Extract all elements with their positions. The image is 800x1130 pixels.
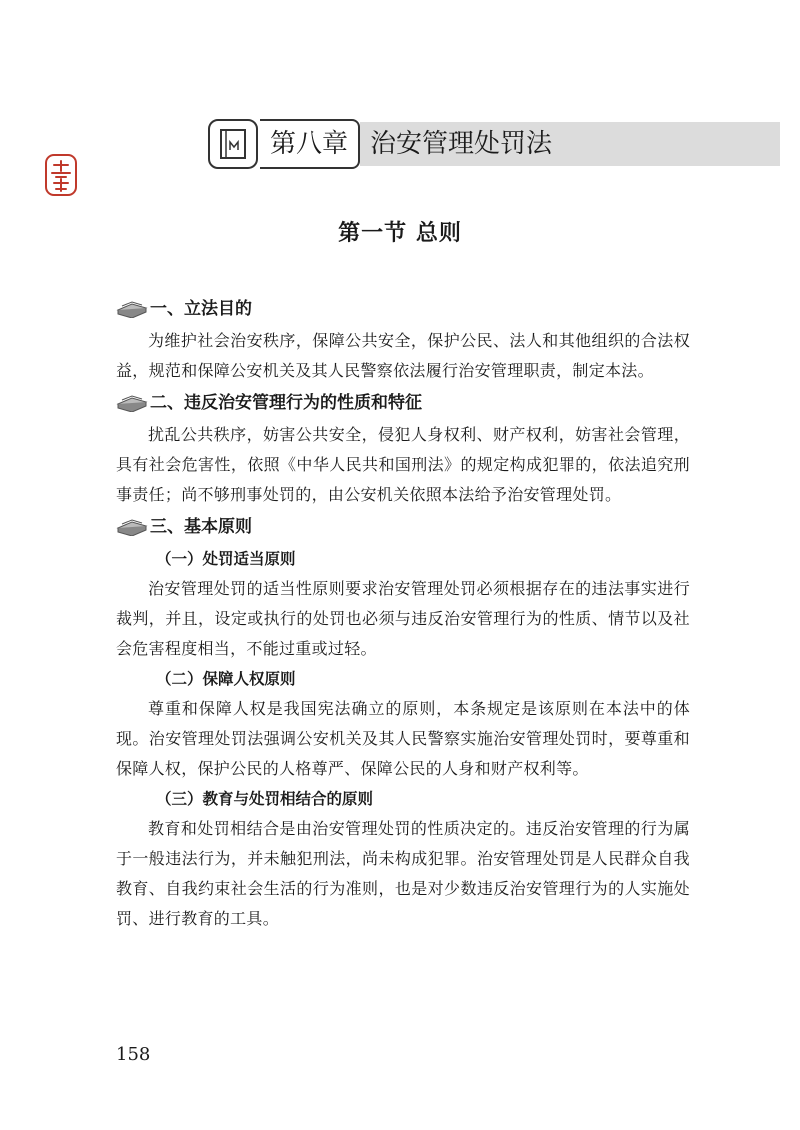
heading-1-text: 一、立法目的 bbox=[150, 299, 252, 319]
subheading-1: （一）处罚适当原则 bbox=[156, 550, 296, 568]
books-icon bbox=[116, 518, 148, 536]
subheading-2: （二）保障人权原则 bbox=[156, 670, 296, 688]
page-number: 158 bbox=[116, 1044, 151, 1065]
books-icon bbox=[116, 300, 148, 318]
subheading-3: （三）教育与处罚相结合的原则 bbox=[156, 790, 374, 808]
chapter-title: 治安管理处罚法 bbox=[360, 122, 780, 166]
paragraph-3: 治安管理处罚的适当性原则要求治安管理处罚必须根据存在的违法事实进行裁判，并且，设定或执行的处罚也必须与违反治安管理行为的性质、情节以及社会危害程度相当，不能过重或过轻。 bbox=[116, 579, 690, 658]
paragraph-4: 尊重和保障人权是我国宪法确立的原则，本条规定是该原则在本法中的体现。治安管理处罚法强调公安机关及其人民警察实施治安管理处罚时，要尊重和保障人权，保护公民的人格尊严、保障公民的人身和财产权利等。 bbox=[116, 699, 690, 778]
section-title: 第一节 总则 bbox=[338, 221, 462, 246]
heading-1 bbox=[116, 292, 690, 326]
books-icon bbox=[116, 394, 148, 412]
chapter-banner bbox=[208, 119, 580, 171]
heading-3-text: 三、基本原则 bbox=[150, 517, 252, 537]
heading-2 bbox=[116, 386, 690, 420]
paragraph-2: 扰乱公共秩序，妨害公共安全，侵犯人身权利、财产权利，妨害社会管理，具有社会危害性，依照《中华人民共和国刑法》的规定构成犯罪的，依法追究刑事责任；尚不够刑事处罚的，由公安机关依照本法给予治安管理处罚。 bbox=[116, 425, 690, 504]
heading-2-text: 二、违反治安管理行为的性质和特征 bbox=[150, 393, 422, 413]
paragraph-1: 为维护社会治安秩序，保障公共安全，保护公民、法人和其他组织的合法权益，规范和保障公安机关及其人民警察依法履行治安管理职责，制定本法。 bbox=[116, 331, 690, 380]
seal-stamp bbox=[44, 153, 78, 197]
chapter-label: 第八章 bbox=[260, 119, 360, 169]
heading-3 bbox=[116, 510, 690, 544]
book-icon bbox=[208, 119, 258, 169]
page-content bbox=[116, 292, 690, 934]
paragraph-5: 教育和处罚相结合是由治安管理处罚的性质决定的。违反治安管理的行为属于一般违法行为，并未触犯刑法，尚未构成犯罪。治安管理处罚是人民群众自我教育、自我约束社会生活的行为准则，也是对少数违反治安管理行为的人实施处罚、进行教育的工具。 bbox=[116, 819, 690, 928]
